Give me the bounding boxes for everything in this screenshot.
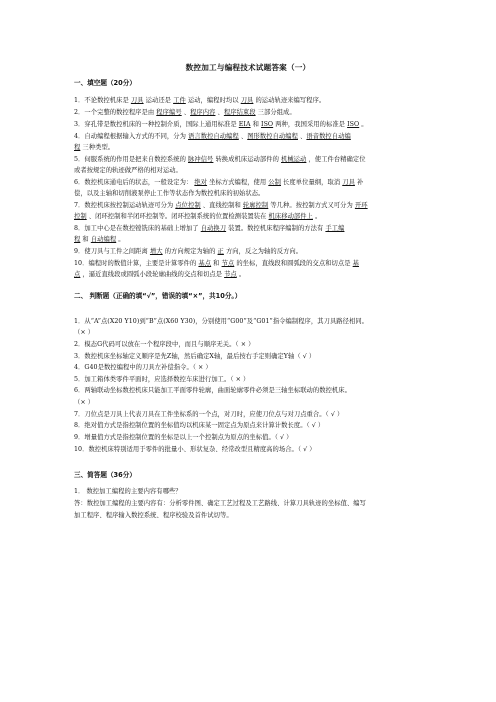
- true-false-line: 10．数控机床特别适用于零件的批量小、形状复杂、经常改型且精度高的场合。（ √ ）: [74, 446, 316, 453]
- answer-blank: 控制: [74, 213, 87, 220]
- fill-line: [74, 271, 245, 279]
- section-true-false-heading: 二、 判断题（正确的填“√”，错误的填“×”，共10分。）: [74, 292, 242, 300]
- short-answer-text: 答：数控加工编程的主要内容有：分析零件图、确定工艺过程及工艺路线、计算刀具轨迹的坐标值、编写: [74, 500, 366, 507]
- true-false-line: 4．G40是数控编程中的刀具左补偿指令。（ × ）: [74, 364, 212, 371]
- question-text: 装置。数控机床程序编制的方法有: [226, 225, 326, 232]
- question-text: 的坐标，直线段和圆弧段的交点和切点是: [234, 260, 353, 267]
- answer-blank: 图形数控自动编程: [247, 133, 298, 140]
- true-false-line: 8．绝对值方式是指控制位置的坐标值均以机床某一固定点为原点来计算计数长度。（ √ ）: [74, 422, 325, 429]
- fill-line: [74, 260, 359, 268]
- answer-blank: 程序编号: [156, 109, 182, 116]
- answer-blank: 点: [74, 271, 81, 278]
- fill-line: [74, 213, 321, 221]
- answer-blank: 刀具: [240, 97, 254, 104]
- question-text: 。: [359, 121, 368, 128]
- question-text: 。: [236, 271, 246, 278]
- question-text: 偿，以及主轴和切削液泵停止工作等状态作为数控机床的初始状态。: [74, 190, 265, 197]
- question-text: 长度单位量纲，取消: [281, 179, 343, 186]
- question-text: 7．数控机床按控制运动轨迹可分为: [74, 202, 176, 209]
- fill-line: [74, 97, 325, 105]
- true-false-line: 1．从“A”点(X20 Y10)到“B”点(X60 Y30)，分别使用“G00”及“G01”指令编制程序，其刀具路径相同。: [74, 318, 369, 325]
- question-text: 。: [312, 213, 322, 220]
- answer-blank: 程序内容: [190, 109, 216, 116]
- question-text: 、: [297, 133, 307, 140]
- answer-blank: ISO: [347, 121, 360, 128]
- section-short-answer-heading: 三、简答题（36分）: [74, 471, 136, 479]
- answer-blank: 增大: [149, 248, 163, 255]
- answer-blank: 刀具: [342, 179, 355, 186]
- question-text: 、: [238, 133, 248, 140]
- answer-blank: 基点: [198, 260, 212, 267]
- question-text: 、: [215, 109, 224, 116]
- question-text: 、闭环控制和半闭环控制等。闭环控制系统的位置检测装置装在: [86, 213, 269, 220]
- question-text: 。: [116, 236, 125, 243]
- answer-blank: 程: [74, 144, 81, 151]
- question-text: 的方向规定为轴的: [162, 248, 218, 255]
- true-false-line: （× ）: [74, 399, 95, 406]
- short-answer-question: 1． 数控加工编程的主要内容有哪些？: [74, 488, 182, 495]
- question-text: 转换成机床运动部件的: [213, 156, 281, 163]
- answer-blank: EIA: [238, 121, 251, 128]
- question-text: 6．数控机床通电后的状态，一般设定为：: [74, 179, 195, 186]
- question-text: 10．编程时的数值计算，主要是计算零件的: [74, 260, 199, 267]
- answer-blank: 机械运动: [280, 156, 307, 163]
- question-text: 9．使刀具与工件之间距离: [74, 248, 150, 255]
- fill-line: [74, 248, 302, 256]
- question-text: 坐标方式编程，使用: [207, 179, 269, 186]
- fill-line: [74, 156, 366, 164]
- true-false-line: 5．加工箱体类零件平面时，应选择数控车床进行加工。（ × ）: [74, 376, 250, 383]
- answer-blank: 基: [352, 260, 359, 267]
- question-text: 补: [354, 179, 364, 186]
- answer-blank: 机床移动部件上: [268, 213, 313, 220]
- question-text: 等几种。按控制方式又可分为: [268, 202, 355, 209]
- fill-line: [74, 236, 125, 244]
- question-text: 和: [80, 236, 91, 243]
- question-text: 运动，编程时均以: [185, 97, 241, 104]
- fill-line: [74, 179, 363, 187]
- question-text: 8．加工中心是在数控镗铣床的基础上增加了: [74, 225, 201, 232]
- true-false-line: 6．两轴联动坐标数控机床只能加工平面零件轮廓，曲面轮廓零件必须是三轴坐标联动的数控机床。: [74, 387, 351, 394]
- question-text: 、直线控制和: [200, 202, 243, 209]
- fill-line: [74, 109, 296, 117]
- fill-line: [74, 202, 368, 210]
- answer-blank: 程: [74, 236, 81, 243]
- question-text: 和: [211, 260, 222, 267]
- question-text: ，逼近直线段或圆弧小段轮廓曲线的交点和切点是: [80, 271, 225, 278]
- question-text: 方向，反之为轴的反方向。: [223, 248, 303, 255]
- true-false-line: 3．数控机床坐标轴定义顺序是先Z轴，然后确定X轴，最后按右手定则确定Y轴（ √ ）: [74, 353, 316, 360]
- answer-blank: 自动编程: [90, 236, 117, 243]
- answer-blank: 公制: [268, 179, 281, 186]
- document-title: 数控加工与编程技术试题答案（一）: [185, 63, 311, 72]
- true-false-line: （× ）: [74, 329, 95, 336]
- question-text: 三部分组成。: [255, 109, 296, 116]
- answer-blank: 脉冲信号: [188, 156, 214, 163]
- answer-blank: 绝对: [194, 179, 208, 186]
- answer-blank: 工件: [173, 97, 186, 104]
- question-text: 4．自动编程根据输入方式的不同，分为: [74, 133, 189, 140]
- answer-blank: 语言数控自动编程: [188, 133, 239, 140]
- true-false-line: 7．刀位点是刀具上代表刀具在工件坐标系的一个点，对刀时，应使刀位点与对刀点重合。（ √ ）: [74, 411, 344, 418]
- question-text: 2．一个完整的数控程序是由: [74, 109, 157, 116]
- true-false-line: 9．增量值方式是指控制位置的坐标是以上一个控制点为原点的坐标值。（ √ ）: [74, 434, 293, 441]
- answer-blank: 语音数控自动编: [306, 133, 351, 140]
- question-text: 运动还是: [143, 97, 174, 104]
- fill-line: [74, 133, 351, 141]
- answer-blank: 程序结束段: [223, 109, 256, 116]
- answer-blank: ISO: [261, 121, 274, 128]
- question-text: 3．穿孔带是数控机床的一种控制介质，国际上通用标准是: [74, 121, 239, 128]
- answer-blank: 正: [217, 248, 224, 255]
- question-text: 三种类型。: [80, 144, 115, 151]
- question-text: 1．不论数控机床是: [74, 97, 131, 104]
- question-text: 、: [181, 109, 191, 116]
- true-false-line: 2．模态G代码可以放在一个程序段中，而且与顺序无关。（ × ）: [74, 341, 255, 348]
- answer-blank: 开环: [354, 202, 368, 209]
- answer-blank: 手工编: [325, 225, 345, 232]
- answer-blank: 刀具: [130, 97, 144, 104]
- question-text: 的运动轨迹来编写程序。: [253, 97, 326, 104]
- fill-line: [74, 225, 344, 233]
- question-text: ，使工件台精确定位: [306, 156, 366, 163]
- short-answer-text: 加工程序、程序输入数控系统、程序校验及首件试切等。: [74, 512, 233, 519]
- fill-line: [74, 121, 368, 129]
- fill-line: [74, 167, 182, 175]
- question-text: 两种，我国采用的标准是: [273, 121, 348, 128]
- answer-blank: 自动换刀: [200, 225, 227, 232]
- answer-blank: 轮廓控制: [242, 202, 269, 209]
- question-text: 或者按规定的轨迹做严格的相对运动。: [74, 167, 182, 174]
- answer-blank: 节点: [221, 260, 235, 267]
- fill-line: [74, 144, 114, 152]
- section-fill-in-blank-heading: 一、填空题（20分）: [74, 79, 136, 87]
- answer-blank: 节点: [224, 271, 237, 278]
- answer-blank: 点位控制: [175, 202, 201, 209]
- question-text: 和: [250, 121, 262, 128]
- question-text: 5．伺服系统的作用是把来自数控系统的: [74, 156, 189, 163]
- fill-line: [74, 190, 264, 198]
